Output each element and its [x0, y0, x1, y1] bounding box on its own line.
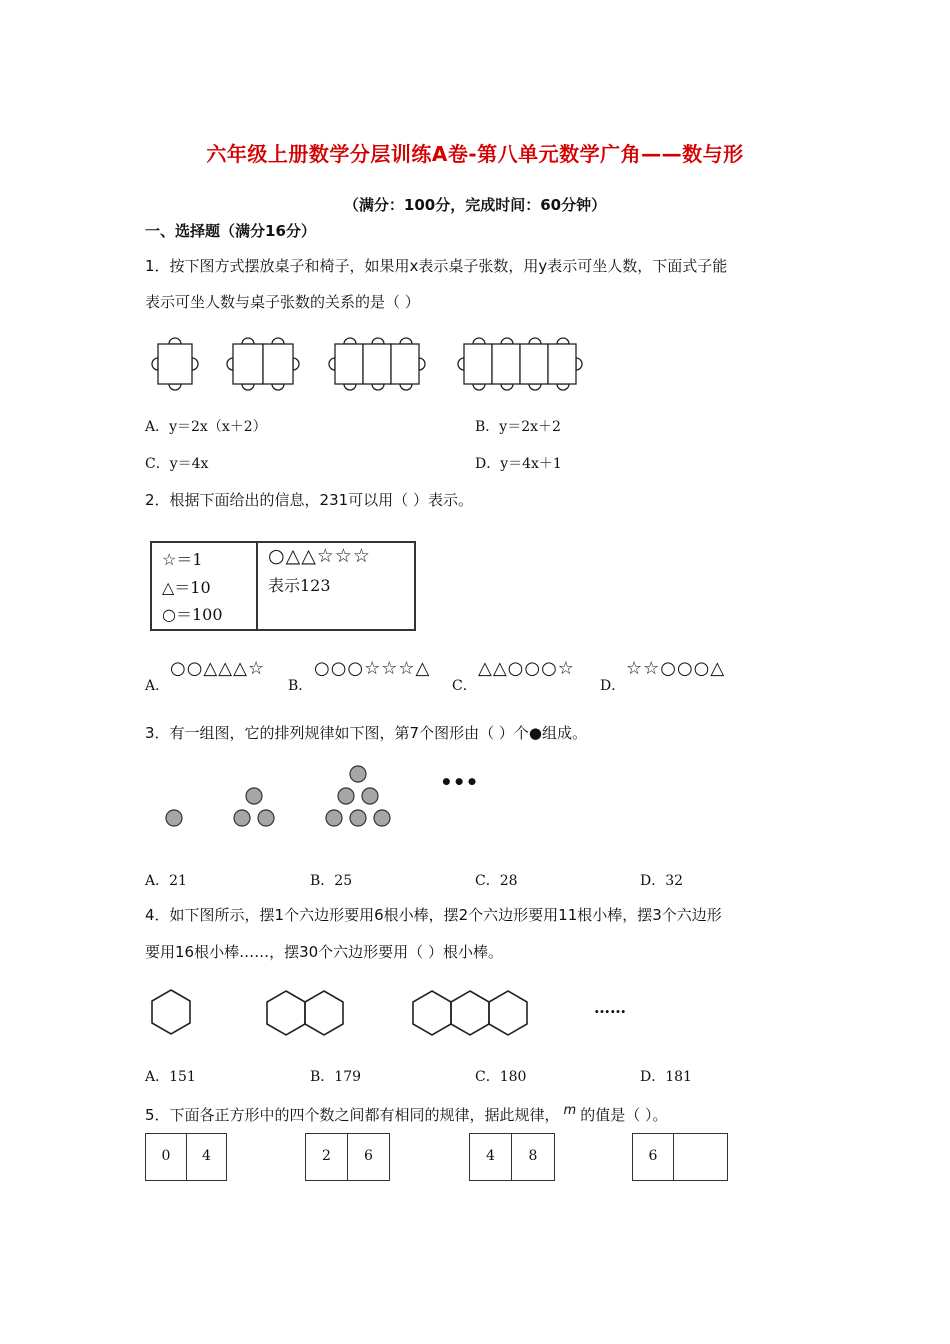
section-heading: 一、选择题（满分16分）: [145, 222, 316, 240]
q5-variable: m: [563, 1103, 577, 1118]
q3-ellipsis: •••: [440, 770, 479, 794]
square-2-right: 6: [364, 1148, 373, 1164]
square-1-right: 4: [202, 1148, 211, 1164]
square-4-right: [674, 1134, 727, 1180]
number-square-2: [305, 1133, 390, 1181]
q3-option-b[interactable]: B．25: [310, 873, 353, 889]
q4-line1: 4．如下图所示，摆1个六边形要用6根小棒，摆2个六边形要用11根小棒，摆3个六边形: [145, 906, 722, 924]
q4-option-c[interactable]: C．180: [475, 1069, 527, 1085]
q1-line2: 表示可坐人数与桌子张数的关系的是（ ）: [145, 293, 420, 311]
legend-example-text: 表示123: [268, 576, 331, 595]
number-square-4: [632, 1133, 728, 1181]
square-1-left: 0: [161, 1148, 171, 1164]
q2-option-c-label[interactable]: C．: [452, 678, 477, 694]
hexagon-figure: [148, 988, 538, 1038]
q2-option-d-shapes[interactable]: ☆☆○○○△: [626, 658, 726, 679]
q5-text-after: 的值是（ ）。: [580, 1106, 668, 1124]
q3-option-d[interactable]: D．32: [640, 873, 684, 889]
square-4-left: 6: [648, 1148, 658, 1164]
q2-option-b-label[interactable]: B．: [288, 678, 313, 694]
legend-example-shapes: ○△△☆☆☆: [268, 545, 371, 567]
q2-option-a-label[interactable]: A．: [145, 678, 170, 694]
q1-line1: 1．按下图方式摆放桌子和椅子，如果用x表示桌子张数，用y表示可坐人数，下面式子能: [145, 257, 728, 275]
number-square-1: [145, 1133, 227, 1181]
q2-legend-box: [150, 541, 416, 631]
q4-line2: 要用16根小棒……，摆30个六边形要用（ ）根小棒。: [145, 943, 503, 961]
square-2-left: 2: [322, 1148, 331, 1164]
q2-option-d-label[interactable]: D．: [600, 678, 626, 694]
number-square-3: [469, 1133, 555, 1181]
q1-option-a[interactable]: A．y＝2x（x＋2）: [145, 419, 267, 435]
tables-chairs-figure: [145, 336, 595, 392]
legend-key: [152, 543, 258, 629]
q4-option-a[interactable]: A．151: [145, 1069, 196, 1085]
q4-option-d[interactable]: D．181: [640, 1069, 692, 1085]
legend-star: ☆＝1: [162, 550, 203, 569]
q1-option-d[interactable]: D．y＝4x＋1: [475, 456, 562, 472]
q1-option-b[interactable]: B．y＝2x＋2: [475, 419, 561, 435]
q3-option-c[interactable]: C．28: [475, 873, 518, 889]
q3-option-a[interactable]: A．21: [145, 873, 187, 889]
q2-option-c-shapes[interactable]: △△○○○☆: [478, 658, 575, 679]
q2-option-a-shapes[interactable]: ○○△△△☆: [170, 658, 266, 679]
q2-question: 2．根据下面给出的信息，231可以用（ ）表示。: [145, 491, 473, 509]
legend-circle: ○＝100: [162, 605, 223, 624]
page-subtitle: （满分：100分，完成时间：60分钟）: [343, 196, 607, 214]
q2-option-b-shapes[interactable]: ○○○☆☆☆△: [314, 658, 431, 679]
square-3-left: 4: [486, 1148, 495, 1164]
legend-triangle: △＝10: [162, 578, 211, 597]
q3-question: 3．有一组图，它的排列规律如下图，第7个图形由（ ）个●组成。: [145, 724, 587, 742]
q5-text-before: 5．下面各正方形中的四个数之间都有相同的规律，据此规律，: [145, 1106, 560, 1124]
q1-option-c[interactable]: C．y＝4x: [145, 456, 209, 472]
dot-triangle-figure: [160, 762, 400, 830]
q4-ellipsis: ……: [594, 998, 626, 1017]
page-title: 六年级上册数学分层训练A卷-第八单元数学广角——数与形: [206, 142, 744, 166]
q5-question: [145, 1093, 668, 1133]
q4-option-b[interactable]: B．179: [310, 1069, 362, 1085]
square-3-right: 8: [528, 1148, 538, 1164]
